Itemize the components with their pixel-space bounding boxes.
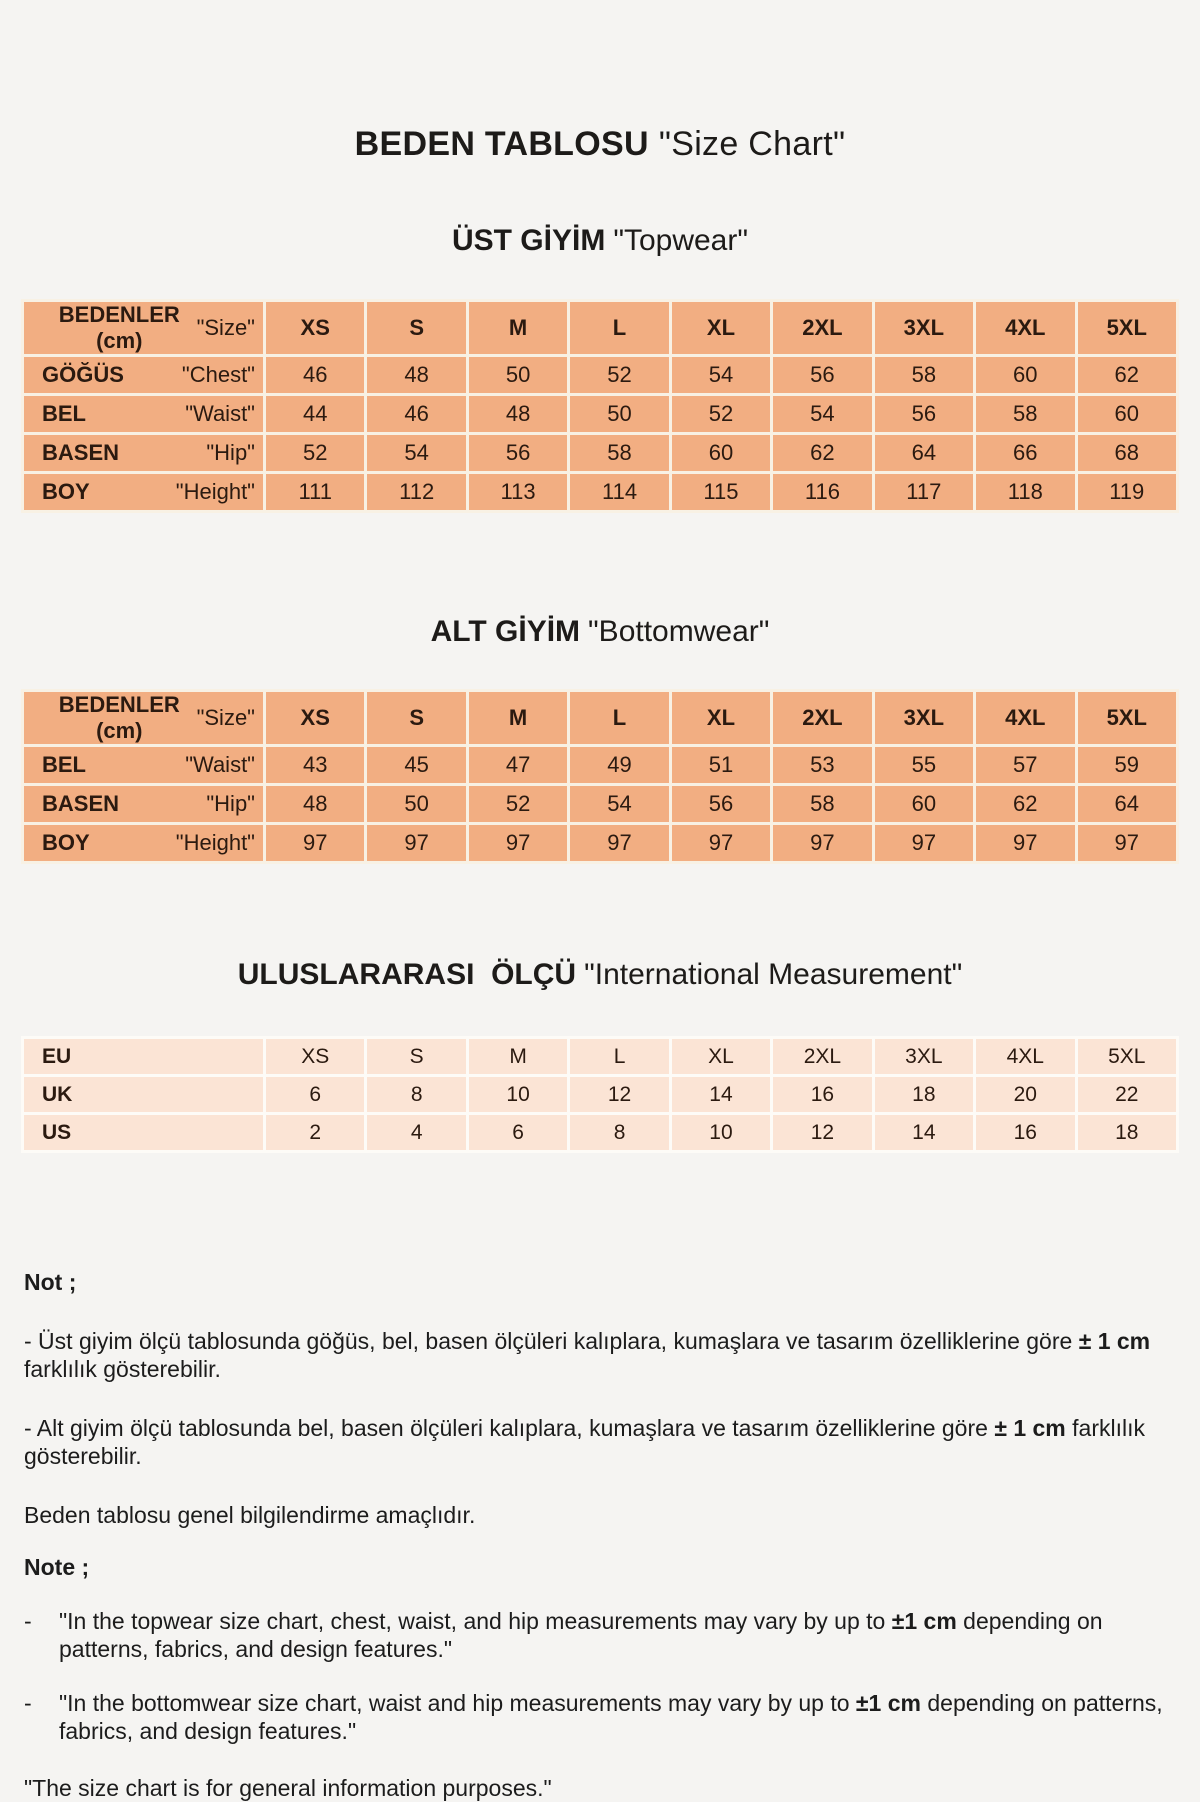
- size-value-cell: 114: [569, 473, 670, 512]
- notes-area: [24, 1268, 1172, 1802]
- size-value-cell: 51: [670, 746, 771, 785]
- row-label-translation: "Height": [175, 479, 255, 504]
- size-value-cell: 18: [1076, 1114, 1178, 1152]
- size-header-cell: XL: [670, 1038, 771, 1076]
- section-heading-international: [0, 957, 1200, 993]
- size-value-cell: 55: [873, 746, 974, 785]
- note-text-bold: ± 1 cm: [994, 1415, 1066, 1441]
- size-value-cell: 62: [975, 785, 1076, 824]
- size-value-cell: 62: [772, 434, 873, 473]
- size-value-cell: 8: [366, 1076, 467, 1114]
- size-header-cell: 2XL: [772, 301, 873, 356]
- row-label-cell: [23, 824, 265, 863]
- table-header-row: [23, 301, 1178, 356]
- note-en-bullet: [24, 1607, 1172, 1663]
- row-label-translation: "Size": [196, 315, 255, 340]
- row-label-wrap: [24, 1121, 263, 1145]
- table-header-row: [23, 1038, 1178, 1076]
- section-topwear: [0, 223, 1200, 513]
- row-label-translation: "Height": [175, 830, 255, 855]
- size-value-cell: 52: [569, 356, 670, 395]
- size-value-cell: 52: [467, 785, 568, 824]
- notes-en-items: [24, 1607, 1172, 1745]
- row-label: GÖĞÜS: [42, 362, 124, 387]
- size-header-cell: M: [467, 1038, 568, 1076]
- size-value-cell: 8: [569, 1114, 670, 1152]
- size-value-cell: 68: [1076, 434, 1178, 473]
- row-label: BASEN: [42, 440, 120, 465]
- section-bottomwear: [0, 614, 1200, 864]
- row-label: BOY: [42, 830, 90, 855]
- size-value-cell: 46: [265, 356, 366, 395]
- section-heading-main: ULUSLARARASI ÖLÇÜ: [237, 958, 577, 991]
- notes-tr-line: Beden tablosu genel bilgilendirme amaçlıdır.: [24, 1502, 476, 1528]
- note-text: - Üst giyim ölçü tablosunda göğüs, bel, basen ölçüleri kalıplara, kumaşlara ve tasarım özelliklerine göre: [24, 1328, 1079, 1354]
- page-title-sub: "Size Chart": [658, 125, 846, 163]
- size-value-cell: 12: [772, 1114, 873, 1152]
- size-value-cell: 117: [873, 473, 974, 512]
- row-label-wrap: [24, 752, 263, 778]
- row-label-cell: [23, 395, 265, 434]
- size-header-cell: XS: [265, 1038, 366, 1076]
- note-tr-paragraph: [24, 1327, 1172, 1383]
- size-value-cell: 50: [467, 356, 568, 395]
- size-value-cell: 66: [975, 434, 1076, 473]
- table-row: [23, 395, 1178, 434]
- size-table-international: [21, 1036, 1179, 1153]
- row-label-translation: "Size": [196, 705, 255, 730]
- notes-final-line: "The size chart is for general information purposes.": [24, 1775, 552, 1801]
- size-value-cell: 97: [467, 824, 568, 863]
- size-value-cell: 58: [873, 356, 974, 395]
- row-label: BEL: [42, 401, 86, 426]
- row-label: BEDENLER (cm): [58, 692, 180, 743]
- size-value-cell: 4: [366, 1114, 467, 1152]
- row-label-wrap: [24, 692, 263, 744]
- size-value-cell: 111: [265, 473, 366, 512]
- size-value-cell: 97: [670, 824, 771, 863]
- size-value-cell: 97: [975, 824, 1076, 863]
- note-tr-paragraph: [24, 1414, 1172, 1470]
- size-value-cell: 56: [670, 785, 771, 824]
- size-value-cell: 49: [569, 746, 670, 785]
- size-value-cell: 60: [975, 356, 1076, 395]
- section-heading-sub: "Topwear": [613, 224, 749, 257]
- size-value-cell: 46: [366, 395, 467, 434]
- size-header-cell: 3XL: [873, 301, 974, 356]
- size-value-cell: 52: [265, 434, 366, 473]
- size-value-cell: 56: [772, 356, 873, 395]
- section-heading-sub: "International Measurement": [584, 958, 963, 991]
- section-heading-main: ALT GİYİM: [430, 615, 581, 648]
- row-label: BEL: [42, 752, 86, 777]
- size-value-cell: 52: [670, 395, 771, 434]
- note-text-bold: ±1 cm: [855, 1690, 921, 1716]
- size-header-cell: 5XL: [1076, 691, 1178, 746]
- size-header-cell: S: [366, 691, 467, 746]
- bullet-marker: -: [24, 1608, 32, 1634]
- section-heading-sub: "Bottomwear": [588, 615, 770, 648]
- size-value-cell: 20: [975, 1076, 1076, 1114]
- size-value-cell: 6: [265, 1076, 366, 1114]
- size-header-cell: XS: [265, 301, 366, 356]
- size-header-cell: 4XL: [975, 691, 1076, 746]
- size-value-cell: 22: [1076, 1076, 1178, 1114]
- size-header-cell: XS: [265, 691, 366, 746]
- size-value-cell: 50: [569, 395, 670, 434]
- size-value-cell: 44: [265, 395, 366, 434]
- table-row: [23, 1076, 1178, 1114]
- row-label: US: [42, 1120, 72, 1144]
- notes-en-heading: Note ;: [24, 1554, 90, 1580]
- size-header-cell: 2XL: [772, 1038, 873, 1076]
- row-label-wrap: [24, 1045, 263, 1069]
- size-header-cell: 4XL: [975, 1038, 1076, 1076]
- table-row: [23, 824, 1178, 863]
- row-label-cell: [23, 1114, 265, 1152]
- bullet-text: [59, 1689, 1172, 1745]
- row-label-cell: [23, 434, 265, 473]
- size-value-cell: 64: [1076, 785, 1178, 824]
- size-header-cell: S: [366, 301, 467, 356]
- size-header-cell: XL: [670, 691, 771, 746]
- note-en-bullet: [24, 1689, 1172, 1745]
- row-label-cell: [23, 1038, 265, 1076]
- page-title-main: BEDEN TABLOSU: [354, 125, 649, 163]
- row-label-wrap: [24, 1083, 263, 1107]
- row-label-cell: [23, 691, 265, 746]
- size-value-cell: 56: [467, 434, 568, 473]
- size-value-cell: 16: [772, 1076, 873, 1114]
- row-label: UK: [42, 1082, 73, 1106]
- table-row: [23, 473, 1178, 512]
- size-value-cell: 48: [366, 356, 467, 395]
- size-value-cell: 6: [467, 1114, 568, 1152]
- size-value-cell: 113: [467, 473, 568, 512]
- size-value-cell: 57: [975, 746, 1076, 785]
- row-label: EU: [42, 1044, 72, 1068]
- row-label-wrap: [24, 362, 263, 388]
- row-label: BASEN: [42, 791, 120, 816]
- size-value-cell: 10: [467, 1076, 568, 1114]
- size-value-cell: 60: [670, 434, 771, 473]
- size-value-cell: 45: [366, 746, 467, 785]
- note-text: "In the bottomwear size chart, waist and hip measurements may vary by up to: [59, 1690, 856, 1716]
- bullet-text: [59, 1607, 1172, 1663]
- section-heading-bottomwear: [0, 614, 1200, 650]
- table-row: [23, 785, 1178, 824]
- size-value-cell: 119: [1076, 473, 1178, 512]
- size-header-cell: XL: [670, 301, 771, 356]
- row-label-translation: "Waist": [185, 752, 255, 777]
- table-row: [23, 1114, 1178, 1152]
- row-label-cell: [23, 1076, 265, 1114]
- row-label-wrap: [24, 830, 263, 856]
- size-value-cell: 60: [873, 785, 974, 824]
- row-label: BOY: [42, 479, 90, 504]
- tables-area: [0, 223, 1200, 1153]
- size-value-cell: 97: [1076, 824, 1178, 863]
- size-header-cell: 4XL: [975, 301, 1076, 356]
- table-row: [23, 434, 1178, 473]
- section-heading-main: ÜST GİYİM: [451, 224, 606, 257]
- note-text: "In the topwear size chart, chest, waist, and hip measurements may vary by up to: [59, 1608, 892, 1634]
- size-value-cell: 14: [670, 1076, 771, 1114]
- size-value-cell: 116: [772, 473, 873, 512]
- table-row: [23, 746, 1178, 785]
- size-value-cell: 53: [772, 746, 873, 785]
- bullet-marker: -: [24, 1690, 32, 1716]
- row-label-translation: "Waist": [185, 401, 255, 426]
- size-header-cell: 2XL: [772, 691, 873, 746]
- size-value-cell: 118: [975, 473, 1076, 512]
- size-header-cell: L: [569, 1038, 670, 1076]
- row-label-cell: [23, 473, 265, 512]
- size-table-topwear: [21, 299, 1179, 513]
- note-text-bold: ±1 cm: [891, 1608, 957, 1634]
- size-value-cell: 48: [467, 395, 568, 434]
- note-text: depending on patterns, fabrics, and design features.": [59, 1608, 1103, 1662]
- row-label-cell: [23, 785, 265, 824]
- size-value-cell: 12: [569, 1076, 670, 1114]
- size-value-cell: 112: [366, 473, 467, 512]
- note-text: farklılık gösterebilir.: [24, 1415, 1145, 1469]
- size-header-cell: L: [569, 301, 670, 356]
- size-value-cell: 48: [265, 785, 366, 824]
- row-label-wrap: [24, 479, 263, 505]
- row-label-translation: "Hip": [206, 440, 255, 465]
- size-value-cell: 47: [467, 746, 568, 785]
- row-label-wrap: [24, 440, 263, 466]
- row-label-cell: [23, 746, 265, 785]
- size-value-cell: 97: [366, 824, 467, 863]
- size-value-cell: 97: [265, 824, 366, 863]
- size-value-cell: 54: [670, 356, 771, 395]
- size-value-cell: 54: [366, 434, 467, 473]
- size-value-cell: 58: [569, 434, 670, 473]
- size-value-cell: 54: [569, 785, 670, 824]
- size-value-cell: 60: [1076, 395, 1178, 434]
- size-header-cell: 5XL: [1076, 301, 1178, 356]
- size-value-cell: 115: [670, 473, 771, 512]
- note-text: depending on patterns, fabrics, and design features.": [59, 1690, 1163, 1744]
- size-value-cell: 54: [772, 395, 873, 434]
- size-value-cell: 2: [265, 1114, 366, 1152]
- size-value-cell: 56: [873, 395, 974, 434]
- size-header-cell: M: [467, 691, 568, 746]
- size-header-cell: M: [467, 301, 568, 356]
- table-header-row: [23, 691, 1178, 746]
- size-value-cell: 16: [975, 1114, 1076, 1152]
- section-international: [0, 957, 1200, 1153]
- size-header-cell: 3XL: [873, 1038, 974, 1076]
- page-title: [0, 0, 1200, 164]
- size-value-cell: 97: [569, 824, 670, 863]
- size-value-cell: 97: [873, 824, 974, 863]
- size-value-cell: 14: [873, 1114, 974, 1152]
- size-value-cell: 43: [265, 746, 366, 785]
- size-value-cell: 62: [1076, 356, 1178, 395]
- size-value-cell: 59: [1076, 746, 1178, 785]
- row-label-wrap: [24, 401, 263, 427]
- row-label-wrap: [24, 302, 263, 354]
- notes-tr-items: [24, 1327, 1172, 1470]
- row-label-translation: "Chest": [181, 362, 255, 387]
- note-text: farklılık gösterebilir.: [24, 1356, 221, 1382]
- row-label-translation: "Hip": [206, 791, 255, 816]
- row-label-cell: [23, 356, 265, 395]
- notes-tr-heading: Not ;: [24, 1269, 77, 1295]
- size-value-cell: 64: [873, 434, 974, 473]
- size-value-cell: 10: [670, 1114, 771, 1152]
- section-heading-topwear: [0, 223, 1200, 259]
- size-value-cell: 18: [873, 1076, 974, 1114]
- size-value-cell: 58: [772, 785, 873, 824]
- table-row: [23, 356, 1178, 395]
- note-text: - Alt giyim ölçü tablosunda bel, basen ölçüleri kalıplara, kumaşlara ve tasarım özelliklerine göre: [24, 1415, 995, 1441]
- row-label: BEDENLER (cm): [58, 302, 180, 353]
- size-header-cell: 5XL: [1076, 1038, 1178, 1076]
- row-label-cell: [23, 301, 265, 356]
- size-table-bottomwear: [21, 689, 1179, 864]
- size-header-cell: L: [569, 691, 670, 746]
- size-value-cell: 97: [772, 824, 873, 863]
- row-label-wrap: [24, 791, 263, 817]
- size-value-cell: 58: [975, 395, 1076, 434]
- size-value-cell: 50: [366, 785, 467, 824]
- size-header-cell: S: [366, 1038, 467, 1076]
- size-header-cell: 3XL: [873, 691, 974, 746]
- note-text-bold: ± 1 cm: [1078, 1328, 1151, 1354]
